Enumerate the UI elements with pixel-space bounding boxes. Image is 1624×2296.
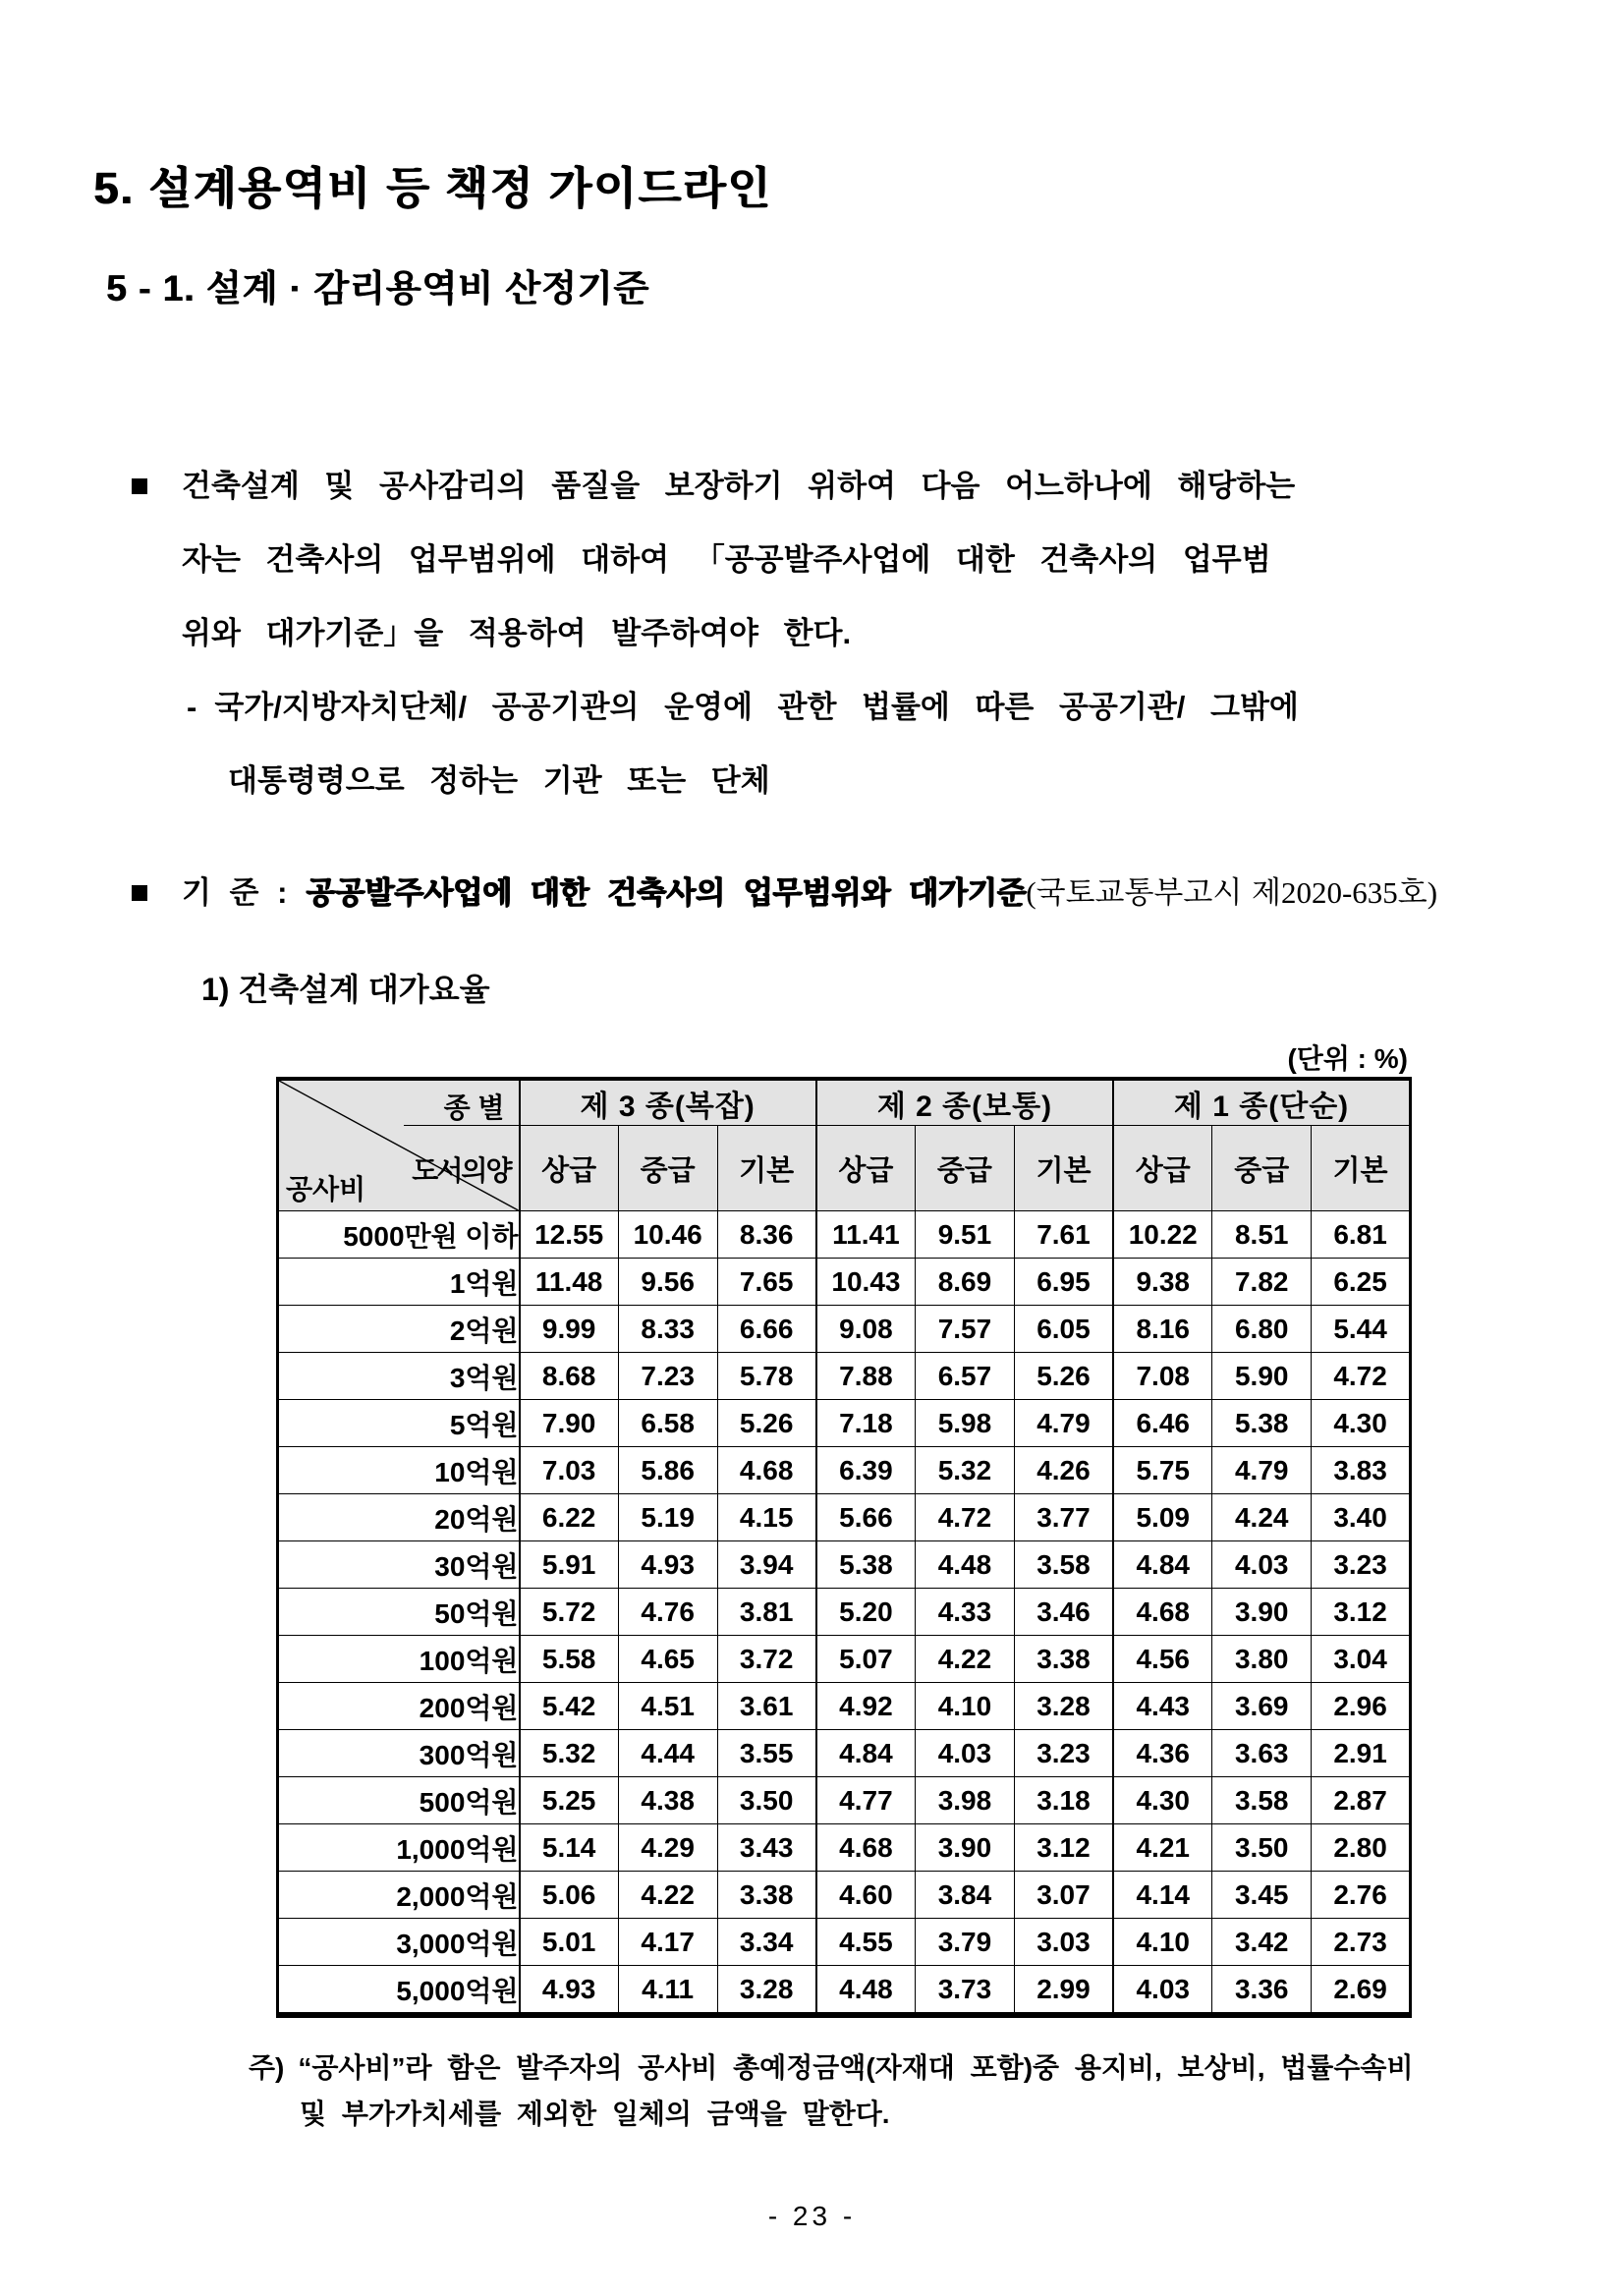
fee-rate-value: 4.51 bbox=[618, 1683, 717, 1730]
row-label-construction-cost: 5,000억원 bbox=[278, 1966, 520, 2016]
corner-divider-line bbox=[404, 1125, 519, 1126]
row-label-construction-cost: 30억원 bbox=[278, 1541, 520, 1589]
fee-rate-value: 4.30 bbox=[1312, 1400, 1411, 1447]
fee-rate-value: 4.03 bbox=[916, 1730, 1015, 1777]
fee-rate-value: 4.21 bbox=[1113, 1824, 1212, 1872]
fee-rate-value: 3.81 bbox=[717, 1589, 816, 1636]
fee-rate-value: 2.99 bbox=[1014, 1966, 1113, 2016]
fee-rate-value: 5.26 bbox=[1014, 1353, 1113, 1400]
table-row bbox=[278, 1824, 1411, 1872]
row-label-construction-cost: 20억원 bbox=[278, 1494, 520, 1541]
fee-rate-value: 6.80 bbox=[1212, 1306, 1312, 1353]
table-row bbox=[278, 1966, 1411, 2016]
fee-rate-value: 4.03 bbox=[1212, 1541, 1312, 1589]
table-header bbox=[278, 1079, 1411, 1211]
fee-rate-value: 3.28 bbox=[717, 1966, 816, 2016]
fee-rate-value: 3.63 bbox=[1212, 1730, 1312, 1777]
row-label-construction-cost: 1억원 bbox=[278, 1259, 520, 1306]
fee-rate-value: 11.48 bbox=[520, 1259, 619, 1306]
fee-rate-value: 3.50 bbox=[717, 1777, 816, 1824]
fee-rate-value: 3.38 bbox=[717, 1872, 816, 1919]
fee-rate-value: 6.58 bbox=[618, 1400, 717, 1447]
fee-rate-value: 10.43 bbox=[816, 1259, 916, 1306]
fee-rate-value: 4.22 bbox=[618, 1872, 717, 1919]
grade-header: 기본 bbox=[1014, 1126, 1113, 1211]
fee-rate-value: 11.41 bbox=[816, 1211, 916, 1259]
fee-rate-value: 4.11 bbox=[618, 1966, 717, 2016]
fee-rate-value: 4.68 bbox=[717, 1447, 816, 1494]
fee-rate-value: 6.46 bbox=[1113, 1400, 1212, 1447]
fee-rate-value: 3.23 bbox=[1312, 1541, 1411, 1589]
page-number: - 23 - bbox=[767, 2201, 857, 2231]
row-label-construction-cost: 500억원 bbox=[278, 1777, 520, 1824]
fee-rate-value: 4.44 bbox=[618, 1730, 717, 1777]
criteria-standard-name: 공공발주사업에 대한 건축사의 업무범위와 대가기준 bbox=[306, 875, 1027, 910]
fee-rate-value: 7.90 bbox=[520, 1400, 619, 1447]
sub-item-line: 대통령령으로 정하는 기관 또는 단체 bbox=[228, 763, 770, 798]
row-label-construction-cost: 5000만원 이하 bbox=[278, 1211, 520, 1259]
fee-rate-value: 8.36 bbox=[717, 1211, 816, 1259]
fee-rate-value: 4.79 bbox=[1212, 1447, 1312, 1494]
fee-rate-value: 5.25 bbox=[520, 1777, 619, 1824]
fee-rate-value: 9.56 bbox=[618, 1259, 717, 1306]
fee-rate-value: 7.88 bbox=[816, 1353, 916, 1400]
fee-rate-value: 3.72 bbox=[717, 1636, 816, 1683]
table-corner-cell bbox=[278, 1079, 520, 1211]
footnote-line bbox=[249, 2044, 1437, 2091]
page-title: 5. 설계용역비 등 책정 가이드라인 bbox=[93, 163, 772, 213]
fee-rate-value: 10.22 bbox=[1113, 1211, 1212, 1259]
fee-rate-value: 3.79 bbox=[916, 1919, 1015, 1966]
table-row bbox=[278, 1589, 1411, 1636]
fee-rate-value: 5.75 bbox=[1113, 1447, 1212, 1494]
group-header-class2: 제 2 종(보통) bbox=[816, 1079, 1113, 1126]
paragraph-line: 건축설계 및 공사감리의 품질을 보장하기 위하여 다음 어느하나에 해당하는 bbox=[182, 469, 1296, 503]
grade-header: 상급 bbox=[520, 1126, 619, 1211]
fee-rate-value: 7.18 bbox=[816, 1400, 916, 1447]
fee-rate-value: 4.84 bbox=[816, 1730, 916, 1777]
fee-rate-value: 2.96 bbox=[1312, 1683, 1411, 1730]
fee-rate-value: 6.66 bbox=[717, 1306, 816, 1353]
fee-rate-value: 5.44 bbox=[1312, 1306, 1411, 1353]
row-label-construction-cost: 2,000억원 bbox=[278, 1872, 520, 1919]
fee-rate-value: 3.90 bbox=[916, 1824, 1015, 1872]
fee-rate-value: 2.80 bbox=[1312, 1824, 1411, 1872]
fee-rate-value: 7.23 bbox=[618, 1353, 717, 1400]
fee-rate-value: 5.42 bbox=[520, 1683, 619, 1730]
paragraph-line: 위와 대가기준」을 적용하여 발주하여야 한다. bbox=[182, 616, 852, 650]
fee-rate-value: 5.09 bbox=[1113, 1494, 1212, 1541]
fee-rate-value: 4.15 bbox=[717, 1494, 816, 1541]
fee-rate-value: 2.69 bbox=[1312, 1966, 1411, 2016]
fee-rate-value: 7.61 bbox=[1014, 1211, 1113, 1259]
fee-rate-value: 3.94 bbox=[717, 1541, 816, 1589]
table-row bbox=[278, 1259, 1411, 1306]
criteria-prefix: 기 준 : bbox=[182, 875, 307, 910]
fee-rate-value: 4.48 bbox=[816, 1966, 916, 2016]
paragraph-line: 자는 건축사의 업무범위에 대하여 「공공발주사업에 대한 건축사의 업무범 bbox=[182, 542, 1271, 577]
fee-rate-value: 3.38 bbox=[1014, 1636, 1113, 1683]
fee-rate-value: 5.19 bbox=[618, 1494, 717, 1541]
fee-rate-value: 2.76 bbox=[1312, 1872, 1411, 1919]
fee-rate-value: 3.77 bbox=[1014, 1494, 1113, 1541]
fee-rate-value: 3.23 bbox=[1014, 1730, 1113, 1777]
row-label-construction-cost: 50억원 bbox=[278, 1589, 520, 1636]
footnote bbox=[249, 2044, 1437, 2137]
fee-rate-value: 4.26 bbox=[1014, 1447, 1113, 1494]
fee-rate-value: 4.55 bbox=[816, 1919, 916, 1966]
fee-rate-value: 8.16 bbox=[1113, 1306, 1212, 1353]
footnote-marker: 주) bbox=[249, 2052, 285, 2083]
corner-label-category: 종 별 bbox=[443, 1092, 505, 1123]
fee-rate-value: 5.32 bbox=[916, 1447, 1015, 1494]
fee-rate-value: 5.32 bbox=[520, 1730, 619, 1777]
grade-header: 중급 bbox=[916, 1126, 1015, 1211]
fee-rate-value: 5.98 bbox=[916, 1400, 1015, 1447]
row-label-construction-cost: 3억원 bbox=[278, 1353, 520, 1400]
fee-rate-value: 7.08 bbox=[1113, 1353, 1212, 1400]
fee-rate-value: 4.72 bbox=[1312, 1353, 1411, 1400]
fee-rate-value: 4.76 bbox=[618, 1589, 717, 1636]
bullet-paragraph-2 bbox=[130, 856, 1544, 929]
grade-header: 기본 bbox=[1312, 1126, 1411, 1211]
fee-rate-value: 3.84 bbox=[916, 1872, 1015, 1919]
fee-rate-value: 9.51 bbox=[916, 1211, 1015, 1259]
fee-rate-value: 3.55 bbox=[717, 1730, 816, 1777]
fee-rate-value: 4.17 bbox=[618, 1919, 717, 1966]
table-row bbox=[278, 1353, 1411, 1400]
fee-rate-value: 6.25 bbox=[1312, 1259, 1411, 1306]
fee-rate-value: 6.39 bbox=[816, 1447, 916, 1494]
fee-rate-value: 4.36 bbox=[1113, 1730, 1212, 1777]
row-label-construction-cost: 2억원 bbox=[278, 1306, 520, 1353]
fee-rate-value: 5.78 bbox=[717, 1353, 816, 1400]
row-label-construction-cost: 200억원 bbox=[278, 1683, 520, 1730]
fee-rate-value: 3.12 bbox=[1312, 1589, 1411, 1636]
table-row bbox=[278, 1211, 1411, 1259]
fee-rate-value: 9.99 bbox=[520, 1306, 619, 1353]
fee-rate-value: 8.51 bbox=[1212, 1211, 1312, 1259]
footnote-text: “공사비”라 함은 발주자의 공사비 총예정금액(자재대 포함)중 용지비, 보상비, 법률수속비 bbox=[298, 2052, 1414, 2083]
table-row bbox=[278, 1777, 1411, 1824]
fee-rate-value: 4.30 bbox=[1113, 1777, 1212, 1824]
fee-rate-value: 7.57 bbox=[916, 1306, 1015, 1353]
sub-item-text: 국가/지방자치단체/ 공공기관의 운영에 관한 법률에 따른 공공기관/ 그밖에 bbox=[214, 690, 1299, 724]
fee-rate-value: 5.38 bbox=[1212, 1400, 1312, 1447]
table-row bbox=[278, 1306, 1411, 1353]
dash-bullet: - bbox=[187, 690, 197, 724]
fee-rate-value: 4.48 bbox=[916, 1541, 1015, 1589]
fee-rate-value: 5.86 bbox=[618, 1447, 717, 1494]
table-header-row-groups bbox=[278, 1079, 1411, 1126]
fee-rate-value: 3.36 bbox=[1212, 1966, 1312, 2016]
fee-rate-value: 4.77 bbox=[816, 1777, 916, 1824]
fee-rate-value: 3.28 bbox=[1014, 1683, 1113, 1730]
corner-label-doc-quality: 도서의양 bbox=[412, 1155, 511, 1186]
fee-rate-value: 5.14 bbox=[520, 1824, 619, 1872]
fee-rate-value: 4.33 bbox=[916, 1589, 1015, 1636]
fee-rate-value: 4.14 bbox=[1113, 1872, 1212, 1919]
grade-header: 중급 bbox=[1212, 1126, 1312, 1211]
bullet-square-icon bbox=[132, 478, 147, 494]
fee-rate-value: 6.57 bbox=[916, 1353, 1015, 1400]
fee-rate-value: 3.18 bbox=[1014, 1777, 1113, 1824]
bullet-paragraph-1 bbox=[130, 449, 1535, 817]
fee-rate-value: 4.29 bbox=[618, 1824, 717, 1872]
row-label-construction-cost: 5억원 bbox=[278, 1400, 520, 1447]
fee-rate-value: 2.91 bbox=[1312, 1730, 1411, 1777]
row-label-construction-cost: 3,000억원 bbox=[278, 1919, 520, 1966]
fee-rate-value: 3.34 bbox=[717, 1919, 816, 1966]
table-row bbox=[278, 1636, 1411, 1683]
fee-rate-value: 4.93 bbox=[520, 1966, 619, 2016]
subsection-label: 1) 건축설계 대가요율 bbox=[201, 972, 490, 1007]
fee-rate-value: 5.90 bbox=[1212, 1353, 1312, 1400]
row-label-construction-cost: 10억원 bbox=[278, 1447, 520, 1494]
row-label-construction-cost: 300억원 bbox=[278, 1730, 520, 1777]
fee-rate-value: 3.46 bbox=[1014, 1589, 1113, 1636]
fee-rate-value: 8.68 bbox=[520, 1353, 619, 1400]
fee-rate-value: 5.07 bbox=[816, 1636, 916, 1683]
fee-rate-value: 5.58 bbox=[520, 1636, 619, 1683]
fee-rate-value: 4.68 bbox=[1113, 1589, 1212, 1636]
fee-rate-value: 12.55 bbox=[520, 1211, 619, 1259]
group-header-class1: 제 1 종(단순) bbox=[1113, 1079, 1410, 1126]
fee-rate-value: 6.95 bbox=[1014, 1259, 1113, 1306]
sub-item-line bbox=[130, 670, 1535, 744]
fee-rate-value: 10.46 bbox=[618, 1211, 717, 1259]
table-row bbox=[278, 1683, 1411, 1730]
fee-rate-value: 3.80 bbox=[1212, 1636, 1312, 1683]
bullet-square-icon bbox=[132, 885, 147, 901]
fee-rate-value: 6.05 bbox=[1014, 1306, 1113, 1353]
fee-rate-value: 5.38 bbox=[816, 1541, 916, 1589]
fee-rate-value: 9.38 bbox=[1113, 1259, 1212, 1306]
fee-rate-value: 2.73 bbox=[1312, 1919, 1411, 1966]
fee-rate-value: 4.22 bbox=[916, 1636, 1015, 1683]
fee-rate-value: 3.50 bbox=[1212, 1824, 1312, 1872]
table-row bbox=[278, 1494, 1411, 1541]
fee-rate-value: 3.43 bbox=[717, 1824, 816, 1872]
table-row bbox=[278, 1919, 1411, 1966]
fee-rate-value: 3.07 bbox=[1014, 1872, 1113, 1919]
fee-rate-value: 5.26 bbox=[717, 1400, 816, 1447]
grade-header: 기본 bbox=[717, 1126, 816, 1211]
fee-rate-value: 4.92 bbox=[816, 1683, 916, 1730]
fee-rate-value: 4.03 bbox=[1113, 1966, 1212, 2016]
fee-rate-value: 3.83 bbox=[1312, 1447, 1411, 1494]
fee-rate-value: 4.24 bbox=[1212, 1494, 1312, 1541]
fee-rate-value: 5.72 bbox=[520, 1589, 619, 1636]
criteria-line bbox=[130, 856, 1544, 929]
fee-rate-value: 4.43 bbox=[1113, 1683, 1212, 1730]
table-body bbox=[278, 1211, 1411, 2016]
fee-rate-value: 7.82 bbox=[1212, 1259, 1312, 1306]
fee-rate-value: 3.03 bbox=[1014, 1919, 1113, 1966]
table-row bbox=[278, 1872, 1411, 1919]
fee-rate-value: 3.40 bbox=[1312, 1494, 1411, 1541]
footnote-line: 및 부가가치세를 제외한 일체의 금액을 말한다. bbox=[300, 2099, 890, 2129]
fee-rate-value: 3.45 bbox=[1212, 1872, 1312, 1919]
fee-rate-value: 4.93 bbox=[618, 1541, 717, 1589]
design-fee-rate-table bbox=[276, 1077, 1412, 2018]
fee-rate-value: 2.87 bbox=[1312, 1777, 1411, 1824]
fee-rate-value: 7.65 bbox=[717, 1259, 816, 1306]
table-row bbox=[278, 1541, 1411, 1589]
fee-rate-value: 3.12 bbox=[1014, 1824, 1113, 1872]
unit-label: (단위 : %) bbox=[1287, 1043, 1408, 1074]
fee-rate-value: 4.68 bbox=[816, 1824, 916, 1872]
fee-rate-value: 4.38 bbox=[618, 1777, 717, 1824]
table-row bbox=[278, 1447, 1411, 1494]
fee-rate-value: 3.04 bbox=[1312, 1636, 1411, 1683]
fee-rate-value: 6.22 bbox=[520, 1494, 619, 1541]
fee-rate-value: 8.69 bbox=[916, 1259, 1015, 1306]
grade-header: 상급 bbox=[1113, 1126, 1212, 1211]
fee-rate-value: 6.81 bbox=[1312, 1211, 1411, 1259]
fee-rate-value: 3.58 bbox=[1014, 1541, 1113, 1589]
grade-header: 중급 bbox=[618, 1126, 717, 1211]
grade-header: 상급 bbox=[816, 1126, 916, 1211]
fee-rate-value: 3.73 bbox=[916, 1966, 1015, 2016]
fee-rate-value: 3.90 bbox=[1212, 1589, 1312, 1636]
fee-rate-value: 4.10 bbox=[1113, 1919, 1212, 1966]
fee-rate-value: 5.66 bbox=[816, 1494, 916, 1541]
fee-rate-value: 5.91 bbox=[520, 1541, 619, 1589]
fee-rate-value: 4.56 bbox=[1113, 1636, 1212, 1683]
table-row bbox=[278, 1400, 1411, 1447]
fee-rate-value: 4.65 bbox=[618, 1636, 717, 1683]
fee-rate-value: 4.84 bbox=[1113, 1541, 1212, 1589]
row-label-construction-cost: 100억원 bbox=[278, 1636, 520, 1683]
fee-rate-value: 7.03 bbox=[520, 1447, 619, 1494]
row-label-construction-cost: 1,000억원 bbox=[278, 1824, 520, 1872]
criteria-notice-number: (국토교통부고시 제2020-635호) bbox=[1026, 875, 1438, 910]
fee-rate-value: 3.61 bbox=[717, 1683, 816, 1730]
fee-rate-value: 4.72 bbox=[916, 1494, 1015, 1541]
fee-rate-value: 5.06 bbox=[520, 1872, 619, 1919]
fee-rate-value: 4.60 bbox=[816, 1872, 916, 1919]
fee-rate-value: 3.58 bbox=[1212, 1777, 1312, 1824]
section-heading: 5 - 1. 설계 · 감리용역비 산정기준 bbox=[106, 268, 649, 308]
fee-rate-value: 5.20 bbox=[816, 1589, 916, 1636]
fee-rate-value: 4.79 bbox=[1014, 1400, 1113, 1447]
fee-rate-value: 3.69 bbox=[1212, 1683, 1312, 1730]
table-row bbox=[278, 1730, 1411, 1777]
fee-rate-value: 8.33 bbox=[618, 1306, 717, 1353]
fee-rate-value: 9.08 bbox=[816, 1306, 916, 1353]
fee-rate-value: 4.10 bbox=[916, 1683, 1015, 1730]
corner-label-construction-cost: 공사비 bbox=[286, 1174, 366, 1204]
group-header-class3: 제 3 종(복잡) bbox=[520, 1079, 816, 1126]
fee-rate-value: 5.01 bbox=[520, 1919, 619, 1966]
fee-rate-value: 3.42 bbox=[1212, 1919, 1312, 1966]
fee-rate-value: 3.98 bbox=[916, 1777, 1015, 1824]
